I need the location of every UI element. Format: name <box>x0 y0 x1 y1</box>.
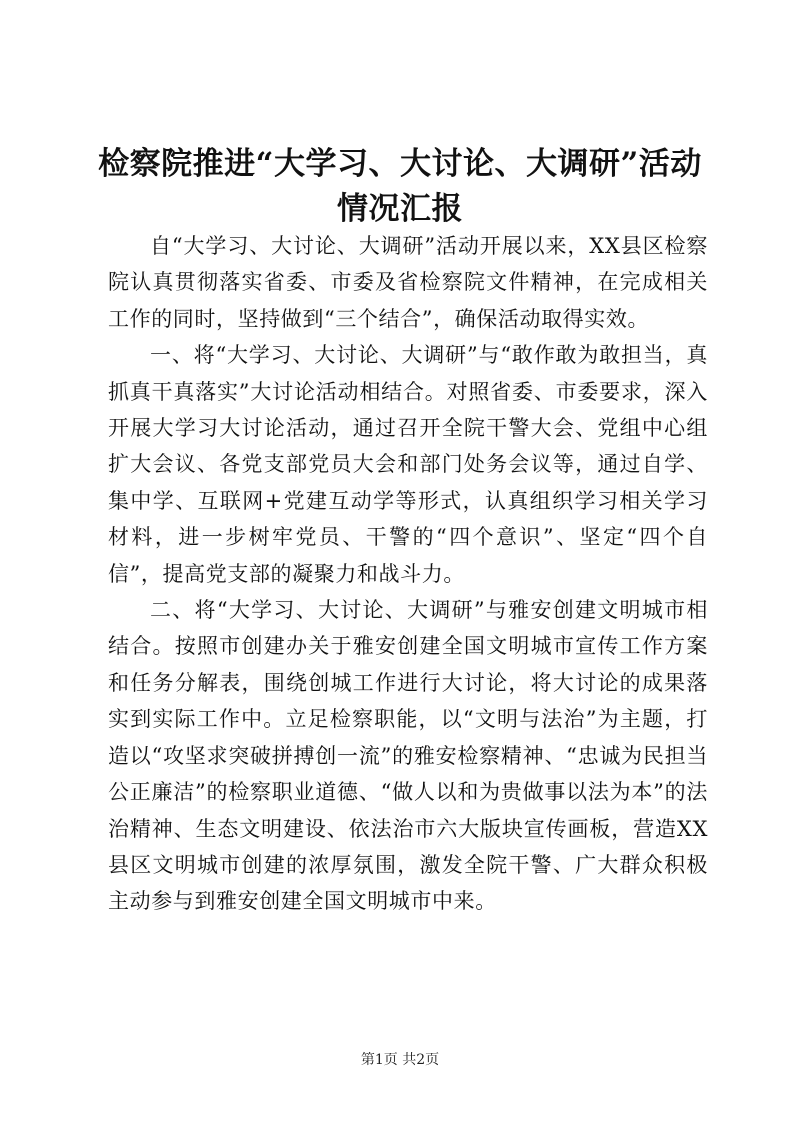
paragraph-intro: 自“大学习、大讨论、大调研”活动开展以来，XX县区检察院认真贯彻落实省委、市委及省检察院文件精神，在完成相关工作的同时，坚持做到“三个结合”，确保活动取得实效。 <box>108 234 708 331</box>
paragraph-section-two: 二、将“大学习、大讨论、大调研”与雅安创建文明城市相结合。按照市创建办关于雅安创建全国文明城市宣传工作方案和任务分解表，围绕创城工作进行大讨论，将大讨论的成果落实到实际工作中。立足检察职能，以“文明与法治”为主题，打造以“攻坚求突破拼搏创一流”的雅安检察精神、“忠诚为民担当公正廉洁”的检察职业道德、“做人以和为贵做事以法为本”的法治精神、生态文明建设、依法治市六大版块宣传画板，营造XX县区文明城市创建的浓厚氛围，激发全院干警、广大群众积极主动参与到雅安创建全国文明城市中来。 <box>108 598 708 914</box>
page-footer: 第1页 共2页 <box>360 1052 440 1068</box>
document-body <box>108 228 708 920</box>
paragraph-section-one: 一、将“大学习、大讨论、大调研”与“敢作敢为敢担当，真抓真干真落实”大讨论活动相结合。对照省委、市委要求，深入开展大学习大讨论活动，通过召开全院干警大会、党组中心组扩大会议、各党支部党员大会和部门处务会议等，通过自学、集中学、互联网+党建互动学等形式，认真组织学习相关学习材料，进一步树牢党员、干警的“四个意识”、坚定“四个自信”，提高党支部的凝聚力和战斗力。 <box>108 343 708 586</box>
document-title-line2: 情况汇报 <box>337 191 463 227</box>
document-title-line1: 检察院推进“大学习、大讨论、大调研”活动 <box>98 146 702 182</box>
